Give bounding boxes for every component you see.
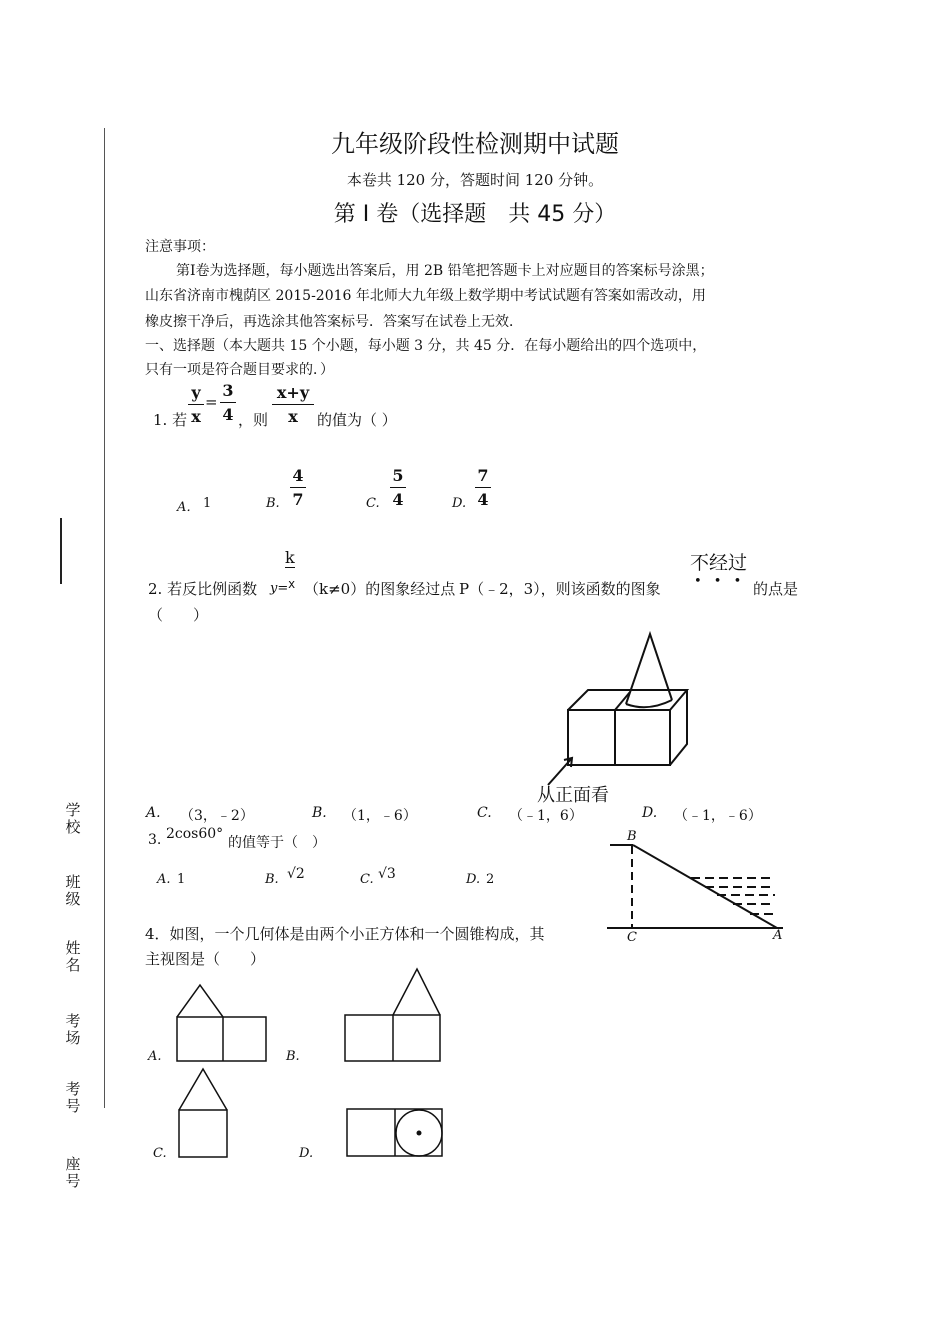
q1-equals: = [205,393,218,411]
fraction-numerator: 4 [292,466,304,485]
notice-line-1: 第Ⅰ卷为选择题，每小题选出答案后，用 2B 铅笔把答题卡上对应题目的答案标号涂黑； [176,263,714,279]
q2-y-eq: y= [270,581,289,596]
q1-option-b-label: B. [266,496,280,511]
q4-option-b-label: B. [286,1049,300,1064]
q2-suffix: 的点是 [753,580,799,598]
q1-option-a-value: 1 [203,496,212,511]
q1-option-d-label: D. [452,496,467,511]
q2-x-label: x [288,577,296,591]
fraction-denominator: 4 [222,405,234,424]
side-label-name: 姓名 [65,939,81,974]
q2-condition: （k≠0）的图象经过点 [304,580,456,598]
q4-line-1: 4．如图，一个几何体是由两个小正方体和一个圆锥构成，其 [145,925,545,943]
side-label-seat: 座号 [65,1155,81,1190]
q3-option-c-value: √3 [378,866,396,882]
front-cube-right [615,710,670,765]
side-label-exam-number: 考号 [65,1080,81,1115]
notice-heading: 注意事项： [145,239,215,255]
q2-option-a-value: （3，﹣2） [180,808,254,824]
q2-option-d-label: D. [642,805,658,821]
section-title: 第 I 卷（选择题 共 45 分） [333,202,617,227]
q2-option-c-value: （﹣1，6） [509,808,583,824]
q2-option-b-label: B. [312,805,327,821]
q3-suffix: 的值等于（ ） [228,835,326,851]
q4-line-2: 主视图是（ ） [145,950,266,968]
q4-option-d-label: D. [299,1146,314,1161]
q1-option-d-fraction [475,466,491,509]
notice-line-2: 山东省济南市槐荫区 2015-2016 年北师大九年级上数学期中考试试题有答案如需改动，用 [145,288,706,304]
q1-option-b-fraction [290,466,306,509]
part1-line-2: 只有一项是符合题目要求的．） [145,362,334,378]
q1-fraction-xy-over-x [272,383,314,426]
q3-option-d-value: 2 [486,872,495,887]
notice-line-3: 橡皮擦干净后，再选涂其他答案标号．答案写在试卷上无效． [145,314,523,330]
q3-option-a-label: A. [157,872,171,887]
front-cube-left [568,710,615,765]
q1-prefix: 1. 若 [153,411,188,429]
q3-option-b-label: B. [265,872,279,887]
q2-answer-paren: （ ） [148,606,209,624]
fraction-bar [220,402,236,403]
q1-suffix: 的值为（ ） [317,411,397,429]
q4-option-a-figure [175,983,270,1063]
margin-line [104,128,105,1108]
triangle-figure [605,840,795,940]
q3-option-a-value: 1 [177,872,186,887]
side-label-school: 学校 [65,801,81,836]
fraction-bar [188,404,204,405]
q4-option-d-figure [345,1107,445,1159]
side-label-class: 班级 [65,873,81,908]
page-subtitle: 本卷共 120 分，答题时间 120 分钟。 [346,171,604,189]
q2-option-c-label: C. [477,805,492,821]
q2-prefix: 2. 若反比例函数 [148,580,258,598]
q1-fraction-y-over-x [188,383,204,426]
q2-above-text: 不经过 [690,552,748,574]
fraction-numerator: 5 [392,466,404,485]
fraction-bar [290,487,306,488]
q2-emphasis-dots: • • • [694,574,746,589]
q2-option-b-value: （1，﹣6） [343,808,417,824]
q1-fraction-3-over-4 [220,381,236,424]
fraction-bar [272,404,314,405]
q1-then: ，则 [238,411,269,429]
fraction-denominator: x [191,407,201,426]
q4-option-c-label: C. [153,1146,167,1161]
triangle-label-b: B [627,829,637,844]
q1-option-c-fraction [390,466,406,509]
q3-option-b-value: √2 [287,866,305,882]
fraction-denominator: 4 [392,490,404,509]
q1-option-a-label: A． [177,500,200,515]
q3-expression: 2cos60° [166,826,224,842]
q3-option-d-label: D. [466,872,481,887]
q4-option-b-figure [343,967,443,1063]
fraction-denominator: 7 [292,490,304,509]
q3-prefix: 3. [148,832,162,848]
q2-option-d-value: （﹣1，﹣6） [674,808,762,824]
fraction-numerator: x+y [276,383,310,402]
q4-option-c-figure [177,1067,231,1159]
fraction-bar [390,487,406,488]
fraction-numerator: y [191,383,201,402]
side-label-room: 考场 [65,1012,81,1047]
q2-point: P（﹣2，3），则该函数的图象 [459,580,661,598]
q3-option-c-label: C. [360,872,374,887]
q2-k-label: k [285,548,295,567]
page-title: 九年级阶段性检测期中试题 [331,130,619,158]
margin-thick-line [60,518,62,584]
fraction-numerator: 7 [477,466,489,485]
fraction-bar [475,487,491,488]
figure-caption-front-view: 从正面看 [537,785,609,806]
q4-option-a-label: A. [148,1049,162,1064]
part1-line-1: 一、选择题（本大题共 15 个小题，每小题 3 分，共 45 分．在每小题给出的四个选项中， [145,338,707,354]
triangle-label-c: C [627,930,637,945]
q2-option-a-label: A. [146,805,161,821]
cube-cone-figure [560,630,695,790]
fraction-numerator: 3 [222,381,234,400]
fraction-denominator: 4 [477,490,489,509]
triangle-label-a: A [773,928,783,943]
q1-option-c-label: C. [366,496,380,511]
fraction-denominator: x [288,407,298,426]
